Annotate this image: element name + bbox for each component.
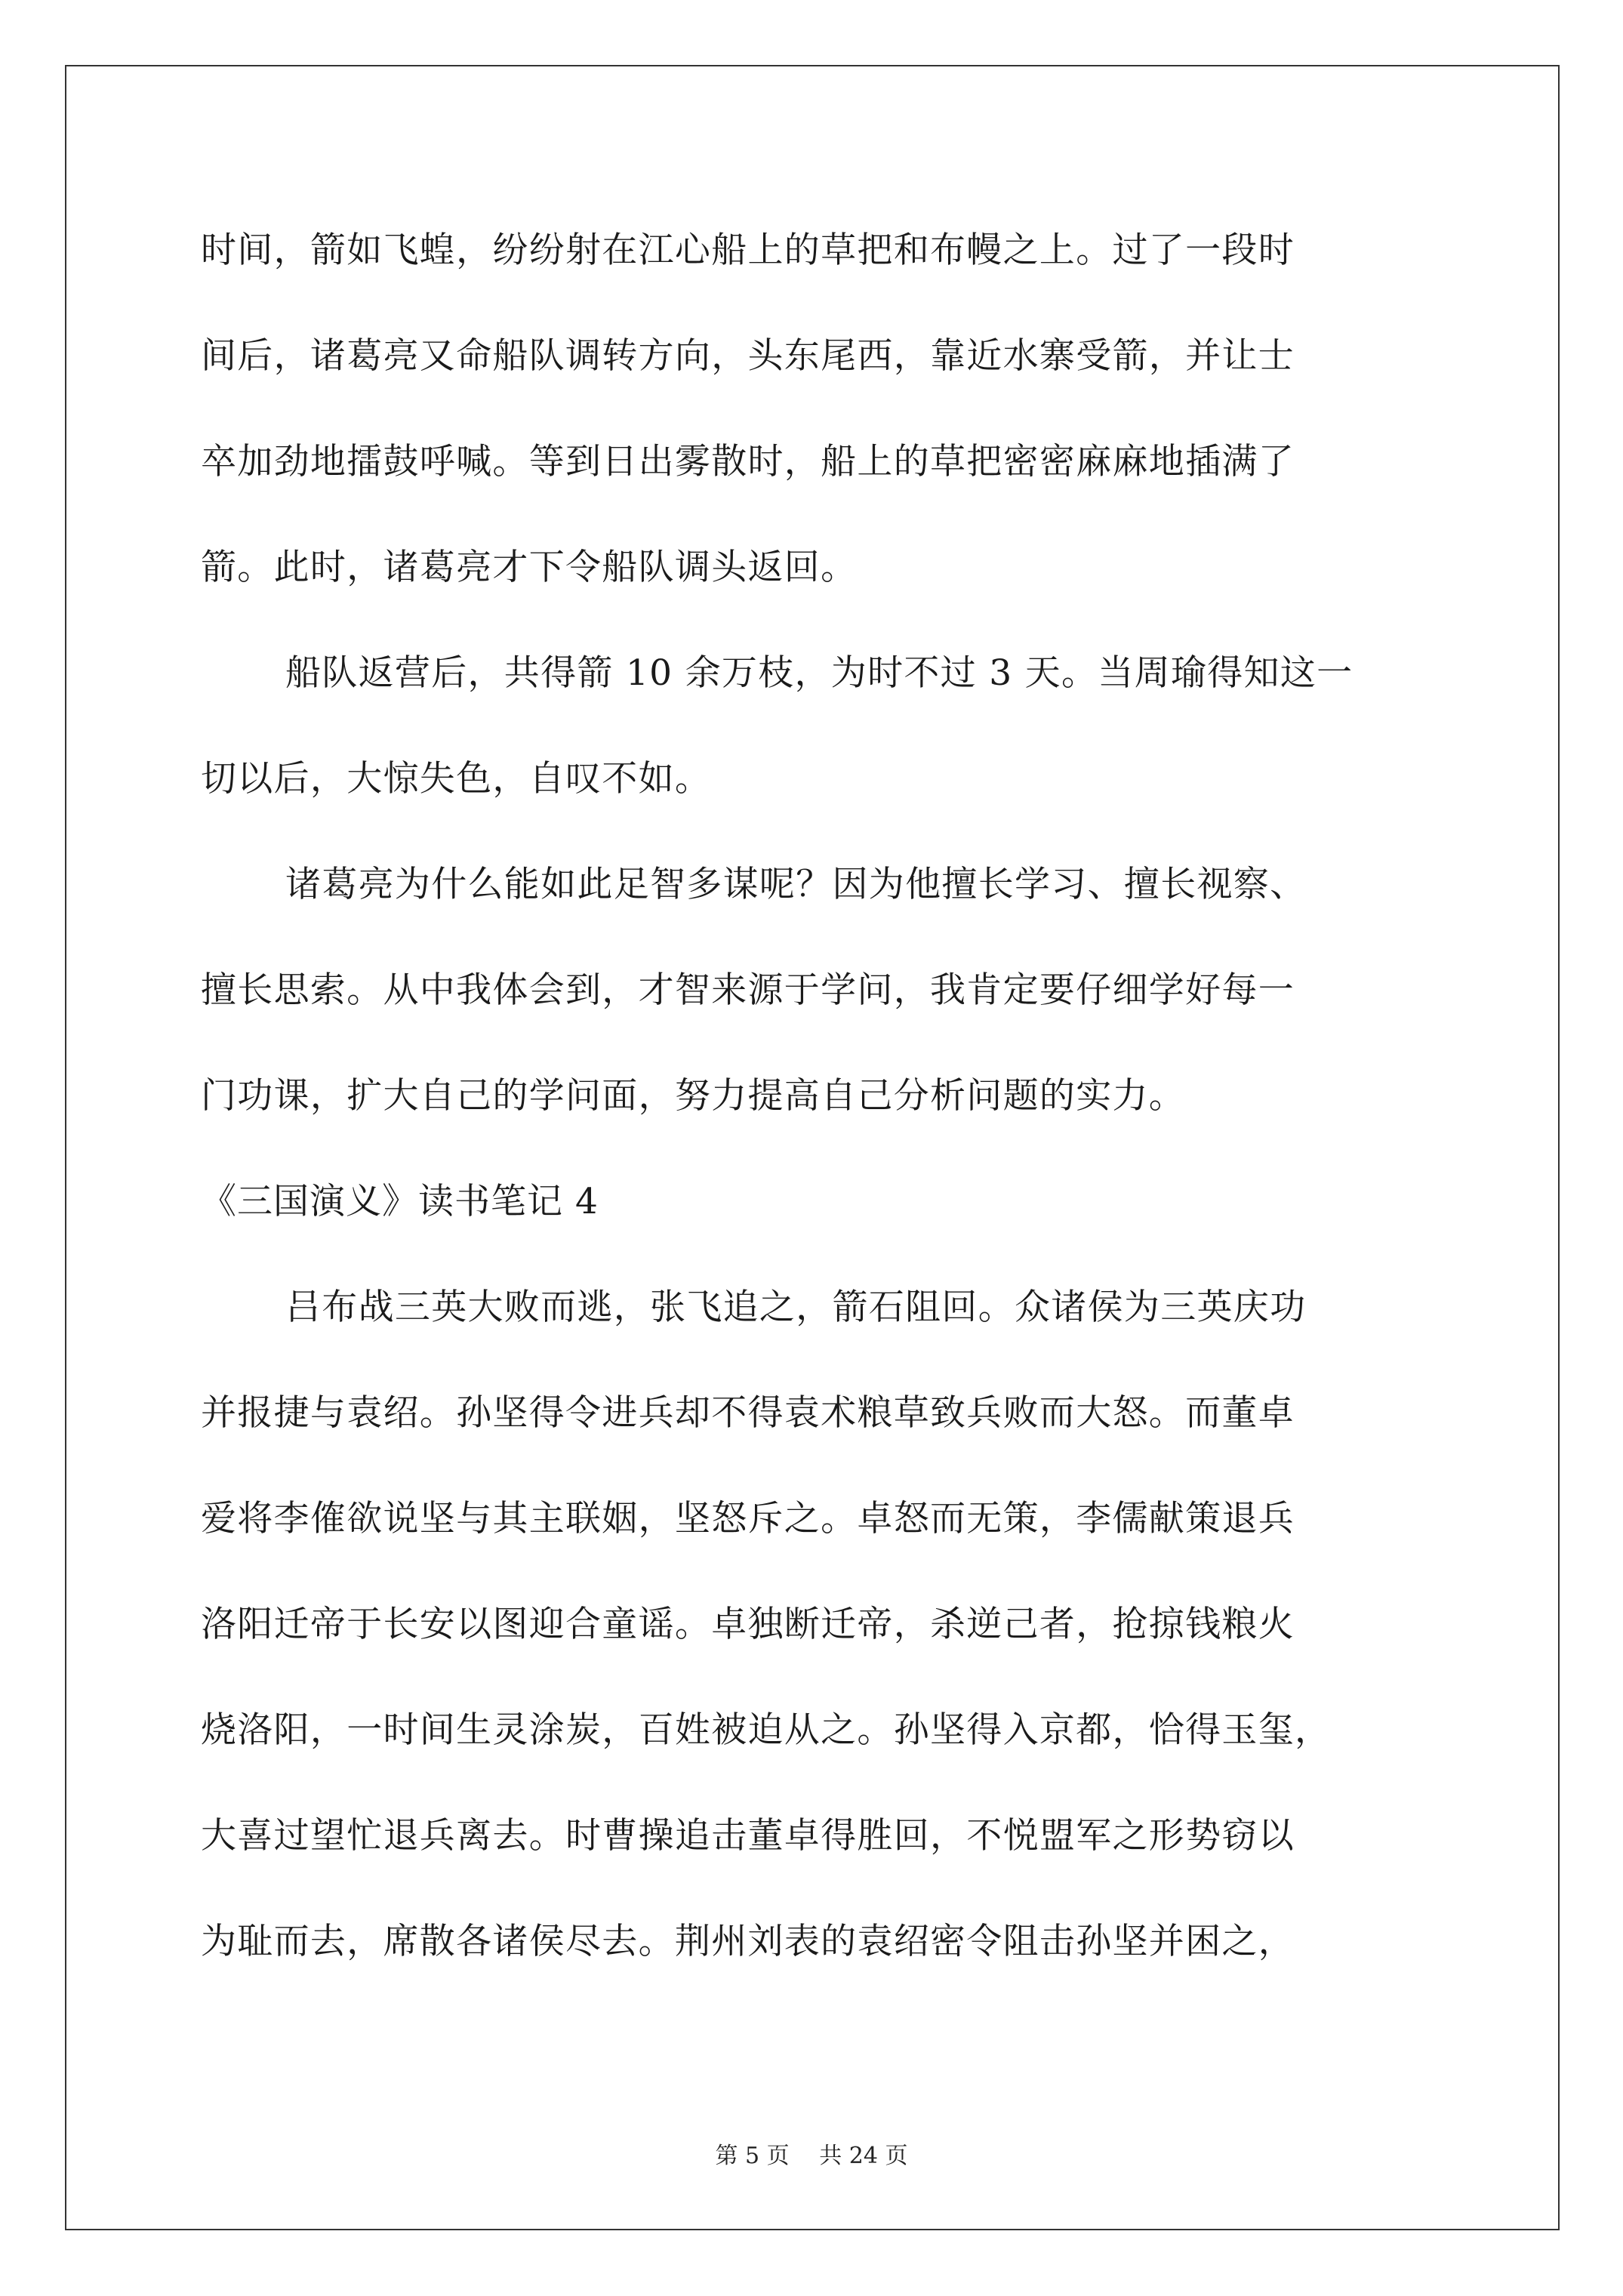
- section-heading: 《三国演义》读书笔记 4: [201, 1181, 599, 1222]
- paragraph-line: 间后，诸葛亮又命船队调转方向，头东尾西，靠近水寨受箭，并让士: [201, 335, 1295, 377]
- paragraph-line: 洛阳迁帝于长安以图迎合童谣。卓独断迁帝，杀逆己者，抢掠钱粮火: [201, 1604, 1295, 1645]
- paragraph-line: 为耻而去，席散各诸侯尽去。荆州刘表的袁绍密令阻击孙坚并困之，: [201, 1921, 1295, 1962]
- paragraph-line: 门功课，扩大自己的学问面，努力提高自己分析问题的实力。: [201, 1075, 1186, 1117]
- paragraph-line: 烧洛阳，一时间生灵涂炭，百姓被迫从之。孙坚得入京都，恰得玉玺，: [201, 1709, 1332, 1751]
- paragraph-line: 时间，箭如飞蝗，纷纷射在江心船上的草把和布幔之上。过了一段时: [201, 230, 1295, 271]
- document-body: [201, 198, 1439, 1995]
- page-number-current: 第 5 页: [715, 2143, 790, 2169]
- paragraph-line: 擅长思索。从中我体会到，才智来源于学问，我肯定要仔细学好每一: [201, 969, 1295, 1011]
- paragraph-line: 切以后，大惊失色，自叹不如。: [201, 758, 712, 800]
- paragraph-line: 卒加劲地擂鼓呼喊。等到日出雾散时，船上的草把密密麻麻地插满了: [201, 441, 1295, 482]
- paragraph-line: 大喜过望忙退兵离去。时曹操追击董卓得胜回，不悦盟军之形势窃以: [201, 1815, 1295, 1857]
- page-footer: [0, 2141, 1623, 2171]
- paragraph-line: 船队返营后，共得箭 10 余万枝，为时不过 3 天。当周瑜得知这一: [285, 652, 1354, 694]
- paragraph-line: 吕布战三英大败而逃，张飞追之，箭石阻回。众诸侯为三英庆功: [285, 1287, 1307, 1328]
- paragraph-line: 并报捷与袁绍。孙坚得令进兵却不得袁术粮草致兵败而大怒。而董卓: [201, 1392, 1295, 1434]
- paragraph-line: 箭。此时，诸葛亮才下令船队调头返回。: [201, 547, 858, 588]
- paragraph-line: 诸葛亮为什么能如此足智多谋呢？因为他擅长学习、擅长视察、: [285, 864, 1307, 905]
- paragraph-line: 爱将李傕欲说坚与其主联姻，坚怒斥之。卓怒而无策，李儒献策退兵: [201, 1498, 1295, 1539]
- page-number-total: 共 24 页: [819, 2143, 908, 2169]
